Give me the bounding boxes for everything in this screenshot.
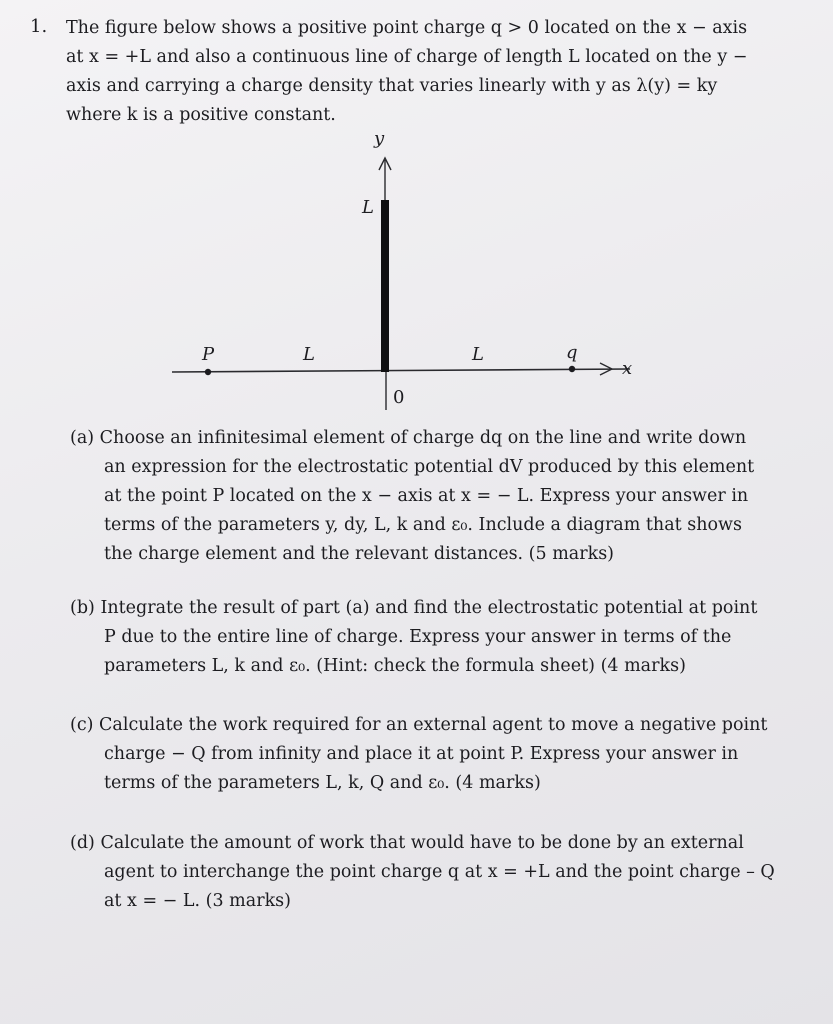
left-distance-label: L [303,344,315,365]
part-label: (a) [70,428,95,448]
charge-diagram [160,120,660,420]
intro-line: at x = +L and also a continuous line of charge of length L located on the y − [66,47,748,67]
part-text: terms of the parameters y, dy, L, k and ε₀. Include a diagram that shows [104,515,742,535]
part-text: Calculate the amount of work that would have to be done by an external [100,833,744,853]
part-text: Calculate the work required for an external agent to move a negative point [99,715,768,735]
diagram-svg [160,120,660,420]
point-p-dot [205,369,211,375]
question-number: 1. [30,16,48,37]
part-c-line-1 [70,711,767,740]
part-a-line-1 [70,424,754,453]
y-axis-label: y [374,128,385,149]
part-b [70,594,757,681]
intro-line: The figure below shows a positive point charge q > 0 located on the x − axis [66,18,748,38]
part-label: (d) [70,833,95,853]
part-text: parameters L, k and ε₀. (Hint: check the formula sheet) (4 marks) [104,656,686,676]
part-c [70,711,767,798]
part-label: (b) [70,598,95,618]
intro-line: where k is a positive constant. [66,105,336,125]
part-text: P due to the entire line of charge. Express your answer in terms of the [104,627,732,647]
x-axis-label: x [622,358,633,379]
rod-length-label: L [362,197,374,218]
part-text: an expression for the electrostatic potential dV produced by this element [104,457,755,477]
part-text: charge − Q from infinity and place it at point P. Express your answer in [104,744,739,764]
origin-label: 0 [393,387,405,408]
point-p-label: P [202,344,215,365]
right-distance-label: L [472,344,484,365]
part-text: at x = − L. (3 marks) [104,891,291,911]
part-text: the charge element and the relevant distances. (5 marks) [104,544,615,564]
part-label: (c) [70,715,94,735]
part-text: Choose an infinitesimal element of charge dq on the line and write down [99,428,747,448]
x-axis [172,369,630,372]
part-text: Integrate the result of part (a) and find the electrostatic potential at point [100,598,758,618]
part-b-line-1 [70,594,757,623]
part-text: at the point P located on the x − axis at x = − L. Express your answer in [104,486,749,506]
intro-line: axis and carrying a charge density that varies linearly with y as λ(y) = ky [66,76,718,96]
question-intro [66,14,748,130]
charge-label: q [566,342,578,363]
part-a [70,424,754,569]
part-d [70,829,775,916]
part-d-line-1 [70,829,775,858]
part-text: terms of the parameters L, k, Q and ε₀. (4 marks) [104,773,541,793]
charged-rod [381,200,389,372]
point-charge-dot [569,366,575,372]
part-text: agent to interchange the point charge q at x = +L and the point charge – Q [104,862,775,882]
